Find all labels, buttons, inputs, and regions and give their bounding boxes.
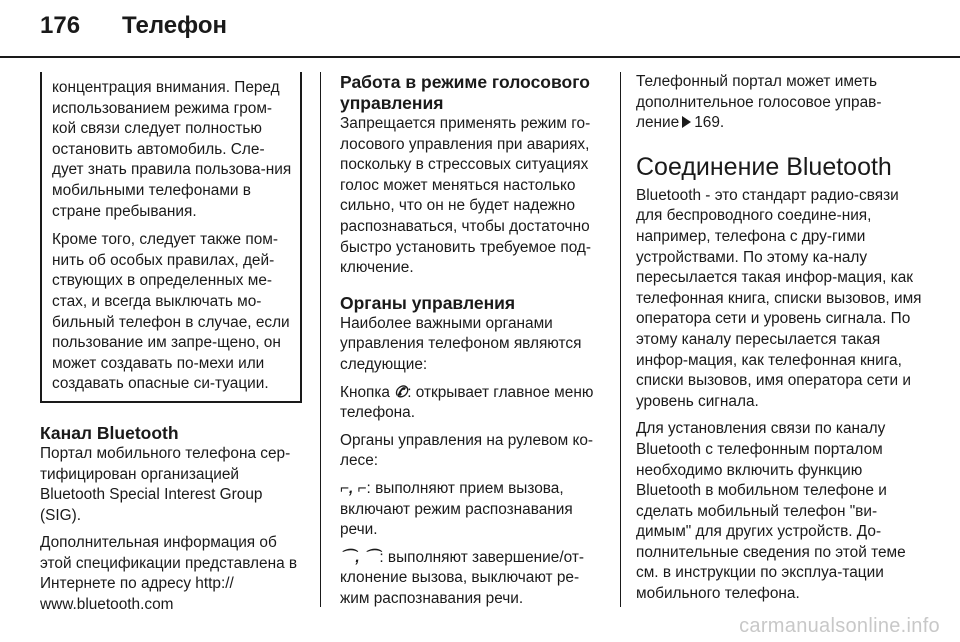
paragraph: Портал мобильного телефона сер-тифицирован организацией Bluetooth Special Interest Group (SIG).: [40, 444, 291, 524]
paragraph: Для установления связи по каналу Bluetooth с телефонным порталом необходимо включить функцию Bluetooth в мобильном телефоне и сделать мобильный телефон "ви-димым" для других устройств. До-полнительные сведения по этой теме см. в инструкции по эксплуа-тации мобильного телефона.: [636, 420, 906, 603]
paragraph: Наиболее важными органами управления телефоном являются следующие:: [340, 314, 582, 373]
section-heading-controls: Органы управления: [340, 292, 516, 313]
paragraph: Bluetooth - это стандарт радио-связи для беспроводного соедине-ния, например, телефона с дру-гими устройствами. По этому ка-налу пересылается такая инфор-мация, как телефонная книга, списки вызовов, имя оператора сети и уровень сигнала. По этому каналу пересылается такая инфор-мация, как телефонная книга, списки вызовов, имя оператора сети и уровень сигнала.: [636, 186, 922, 410]
text: Телефонный портал может иметь дополнительное голосовое управ-ление: [636, 73, 882, 132]
end-call-icon: ⌒, ⌒: [340, 548, 380, 566]
header-divider: [0, 56, 960, 58]
watermark: carmanualsonline.info: [739, 615, 940, 637]
column-2: [340, 72, 605, 616]
paragraph: Дополнительная информация об этой спецификации представлена в Интернете по адресу http:// www.bluetooth.com: [40, 534, 298, 614]
paragraph-voice-reference: [636, 72, 922, 134]
page-reference-link[interactable]: 169.: [694, 114, 725, 132]
paragraph: Запрещается применять режим го-лосового управления при авариях, поскольку в стрессовых ситуациях голос может меняться настолько сильно, что он не будет надежно распознаваться, чтобы достаточно быстро установить требуемое под-ключение.: [340, 115, 592, 277]
page-title: Телефон: [122, 12, 227, 39]
paragraph-answer-buttons: [340, 479, 605, 541]
page-header: [40, 12, 227, 52]
triangle-right-icon: [682, 116, 691, 128]
page-number: 176: [40, 12, 81, 39]
text: : выполняют прием вызова, включают режим распознавания речи.: [340, 479, 573, 539]
phone-button-icon: ✆: [394, 383, 408, 401]
column-divider-1: [320, 72, 321, 607]
text: Кнопка: [340, 383, 395, 401]
paragraph-phone-button: [340, 383, 605, 424]
notice-paragraph-1: концентрация внимания. Перед использованием режима гром-кой связи следует полностью остановить автомобиль. Сле-дует знать правила пользова-ния мобильными телефонами в стране пребывания.: [52, 79, 292, 220]
notice-box: [40, 72, 302, 403]
column-divider-2: [620, 72, 621, 607]
column-3: [636, 72, 922, 612]
text: : выполняют завершение/от-клонение вызова, выключают ре-жим распознавания речи.: [340, 548, 585, 607]
paragraph: Органы управления на рулевом ко-лесе:: [340, 431, 594, 470]
section-heading-bluetooth-channel: Канал Bluetooth: [40, 422, 179, 443]
column-1: [40, 72, 302, 623]
text: : открывает главное меню телефона.: [340, 383, 594, 422]
section-heading-voice-control: Работа в режиме голосового управления: [340, 72, 590, 113]
notice-paragraph-2: Кроме того, следует также пом-нить об особых правилах, дей-ствующих в определенных ме-стах, и всегда выключать мо-бильный телефон в случае, если пользование им запре-щено, он может создавать по-мехи или создавать опасные си-туации.: [52, 231, 290, 393]
paragraph-hangup-buttons: [340, 548, 605, 610]
section-heading-bluetooth-connection: Соединение Bluetooth: [636, 152, 892, 181]
answer-call-icon: ⌐, ⌐: [340, 479, 367, 497]
